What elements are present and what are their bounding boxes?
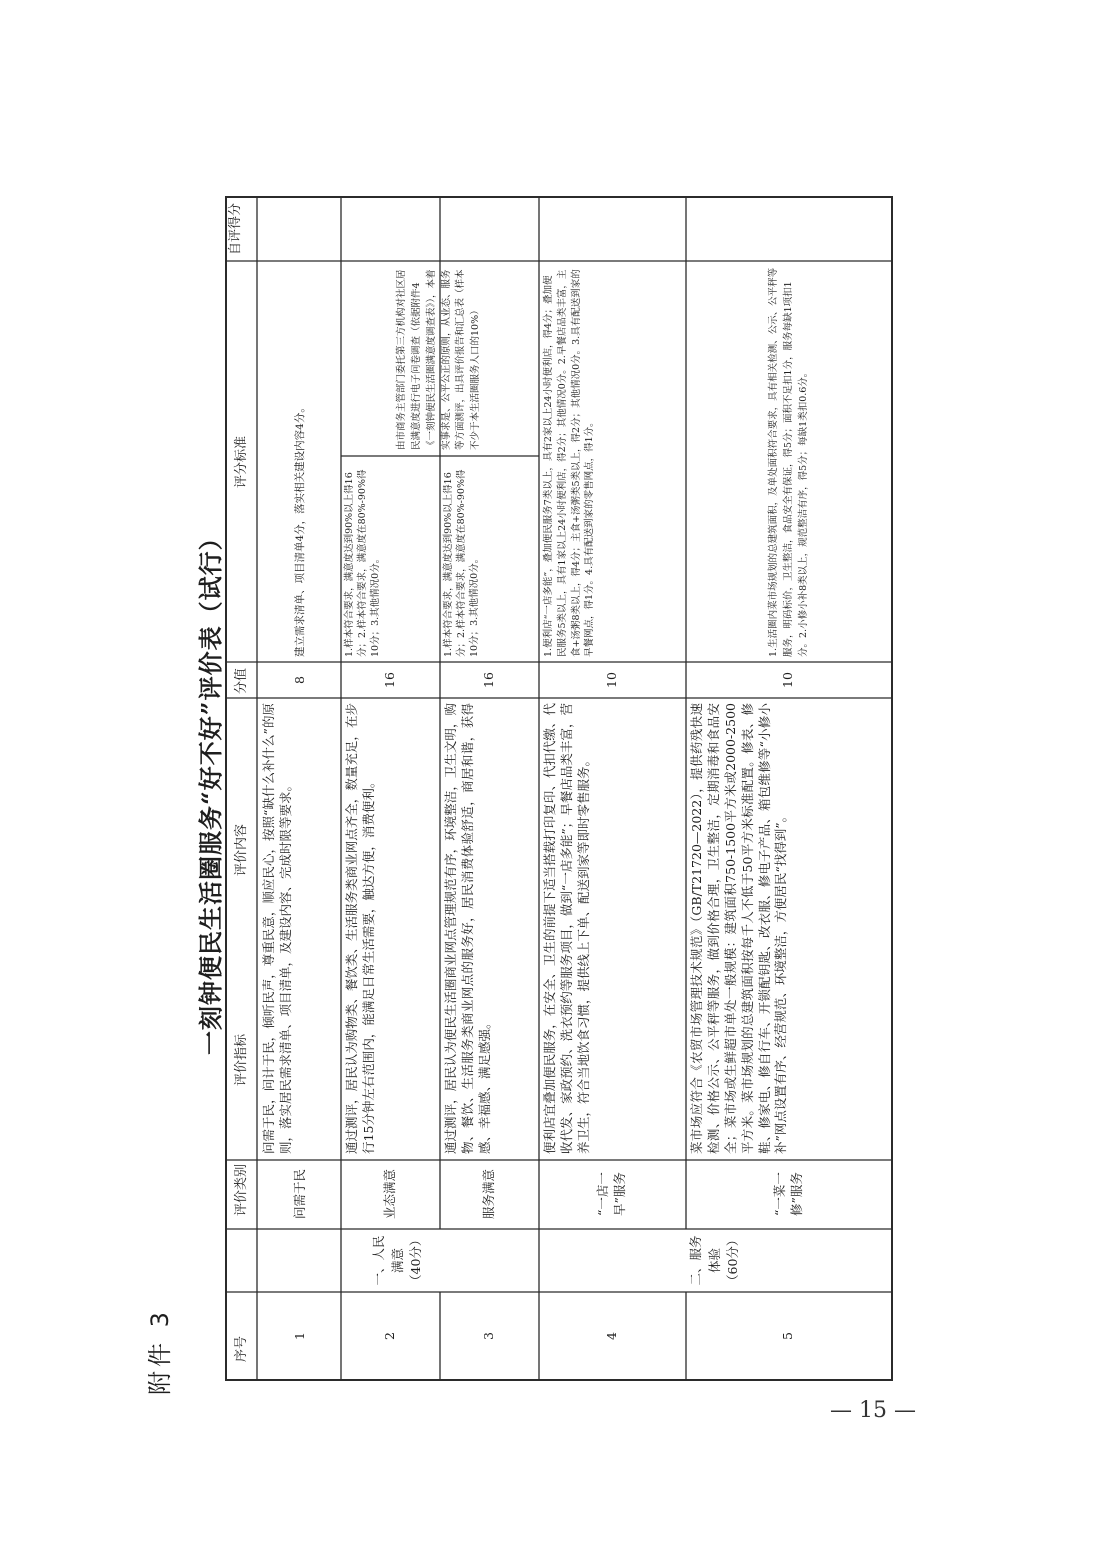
rows-2-3-standard-right: 由市商务主管部门委托第三方机构对社区居民满意度进行电子问卷调查（依据附件4《一刻钟便民生活圈满意度调查表》），本着实事求是、公平公正的原则，从业态、服务等方面测评，出具评价报告和汇总表（样本不少于本生活圈服务人口的10%） <box>396 269 481 450</box>
document-title: 一刻钟便民生活圈服务“好不好”评价表（试行） <box>196 525 225 1055</box>
row-3-standard-left: 1.样本符合要求，满意度达到90%以上得16分；2.样本符合要求，满意度在80%-90%得10分；3.其他情况0分。 <box>443 469 480 657</box>
row-1-seq: 1 <box>291 1332 307 1340</box>
row-5-standard: 1.生活圈内菜市场规划的总建筑面积，及单处面积符合要求，具有相关检测、公示、公平秤等服务，明码标价，卫生整洁，食品安全有保证，得5分；面积不足扣1分，服务每缺1项扣1分。2.小修小补8类以上，规范整洁有序，得5分；每缺1类扣0.6分。 <box>767 267 810 657</box>
row-3-score: 16 <box>480 672 496 688</box>
row-4-indicator: “一店一早”服务 <box>595 1172 627 1216</box>
header-category: 评价类别 <box>234 1164 249 1217</box>
category-people: 一、人民满意（40分） <box>370 1233 424 1287</box>
row-5-seq: 5 <box>780 1332 796 1340</box>
header-content: 评价内容 <box>234 824 249 877</box>
page-number: — 15 — <box>830 1398 916 1423</box>
header-indicator: 评价指标 <box>234 1034 249 1087</box>
row-2-indicator: 业态满意 <box>381 1169 397 1220</box>
row-3-seq: 3 <box>480 1332 496 1340</box>
row-1-indicator: 问需于民 <box>291 1169 307 1220</box>
row-5-content: 菜市场应符合《农贸市场管理技术规范》（GB/T21720—2022），提供药残快速检测、价格公示、公平秤等服务，做到价格合理，卫生整洁，定期消毒和食品安全；菜市场或生鲜超市单处一般规模：建筑面积750-1500平方米或2000-2500平方米。菜市场规划的总建筑面积按每千人不低于50平方米标准配置。修表、修鞋、修家电、修自行车、开锁配钥匙、改衣服、修电子产品、箱包维修等“小修小补”网点设置有序、经营规范、环境整洁，方便居民“找得到”。 <box>689 703 789 1154</box>
row-1-score: 8 <box>291 676 307 684</box>
row-1-content: 问需于民，问计于民，倾听民声，尊重民意，顺应民心，按照“缺什么补什么”的原则，落实居民需求清单、项目清单，及建设内容、完成时限等要求。 <box>261 703 293 1154</box>
row-1-standard: 建立需求清单、项目清单4分，落实相关建设内容4分。 <box>293 402 306 657</box>
row-4-score: 10 <box>603 672 619 688</box>
header-score: 分值 <box>234 667 249 694</box>
row-2-score: 16 <box>381 672 397 688</box>
header-seq: 序号 <box>234 1336 249 1363</box>
row-3-content: 通过测评，居民认为便民生活圈商业网点管理规范有序，环境整洁，卫生文明，购物、餐饮、生活服务类商业网点的服务好，居民消费体验舒适，商居和谐，获得感、幸福感、满足感强。 <box>443 703 492 1154</box>
row-4-content: 便利店宜叠加便民服务，在安全、卫生的前提下适当搭载打印复印、代扣代缴、代收代发、家政预约、洗衣预约等服务项目，做到“一店多能”；早餐店品类丰富，营养卫生，符合当地饮食习惯，提供线上下单、配送到家等即时零售服务。 <box>542 703 591 1154</box>
header-standard: 评分标准 <box>234 436 249 489</box>
row-5-score: 10 <box>780 672 796 688</box>
row-5-indicator: “一菜一修”服务 <box>771 1172 804 1216</box>
row-3-indicator: 服务满意 <box>480 1169 496 1220</box>
row-4-seq: 4 <box>603 1332 619 1340</box>
attachment-label: 附件 3 <box>146 1308 174 1395</box>
row-4-standard: 1.便利店“一店多能”，叠加便民服务7类以上，具有2家以上24小时便利店，得4分；叠加便民服务5类以上，具有1家以上24小时便利店，得2分；其他情况0分。2.早餐店品类丰富，主食+汤粥8类以上，得4分；主食+汤粥类5类以上，得2分；其他情况0分。3.具有配送到家的早餐网点，得1分。4.具有配送到家的零售网点，得1分。 <box>543 269 596 657</box>
row-2-seq: 2 <box>381 1332 397 1340</box>
row-2-content: 通过测评，居民认为购物类、餐饮类、生活服务类商业网点齐全，数量充足，在步行15分钟左右范围内，能满足日常生活需要，触达方便，消费便利。 <box>344 703 376 1154</box>
category-service: 二、服务体验（60分） <box>687 1233 741 1287</box>
row-2-standard-left: 1.样本符合要求，满意度达到90%以上得16分；2.样本符合要求，满意度在80%-90%得10分；3.其他情况0分。 <box>344 469 381 657</box>
header-self-score: 自评得分 <box>228 203 243 256</box>
